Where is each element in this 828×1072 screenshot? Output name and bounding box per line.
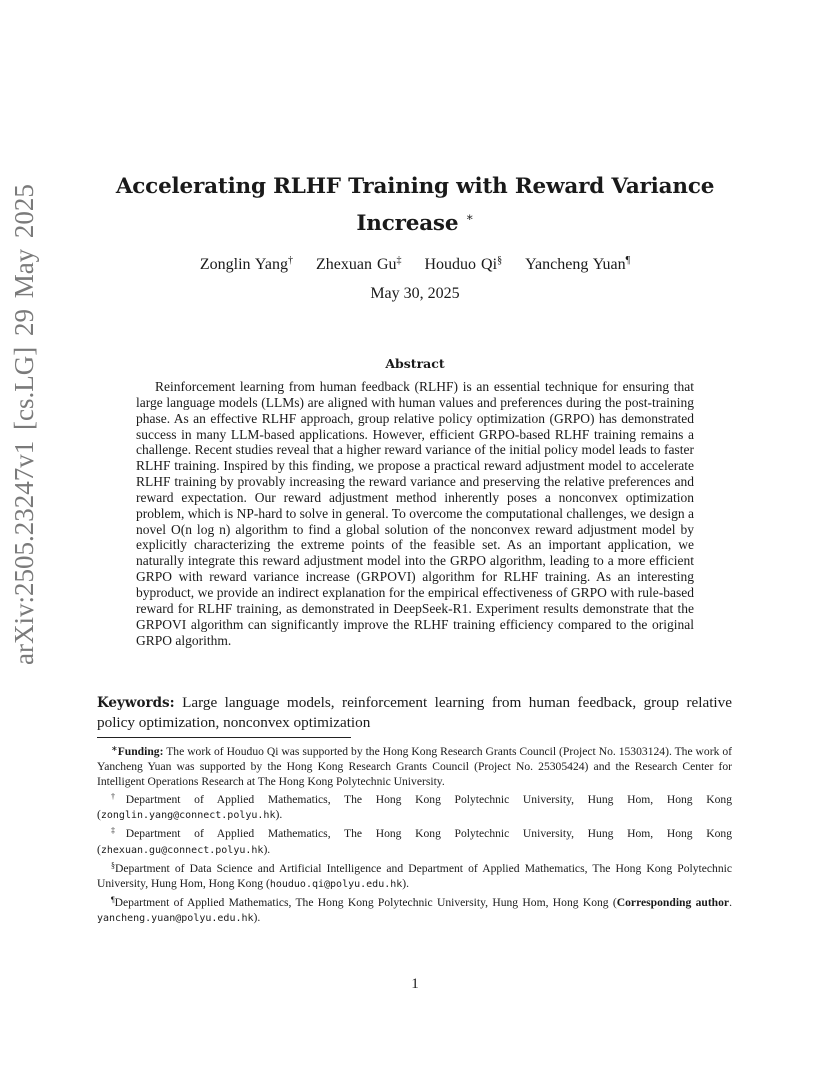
author-name: Zhexuan Gu bbox=[315, 256, 397, 273]
arxiv-identifier-stamp: arXiv:2505.23247v1 [cs.LG] 29 May 2025 bbox=[9, 184, 39, 665]
author-email: yancheng.yuan@polyu.edu.hk bbox=[97, 912, 254, 924]
page-number: 1 bbox=[411, 976, 419, 992]
footnote-affiliation-text: Department of Applied Mathematics, The Hong Kong Polytechnic University, Hung Hom, Hong Kong ( bbox=[97, 827, 733, 856]
author bbox=[425, 256, 503, 273]
author-affiliation-mark: ¶ bbox=[625, 255, 631, 266]
author-email: houduo.qi@polyu.edu.hk bbox=[269, 878, 403, 890]
author-name: Zonglin Yang bbox=[199, 256, 288, 273]
author-name: Yancheng Yuan bbox=[525, 256, 626, 273]
footnote-mark: § bbox=[111, 860, 115, 870]
footnote-funding bbox=[97, 741, 732, 789]
author-email: zonglin.yang@connect.polyu.hk bbox=[100, 810, 276, 822]
abstract-body: Reinforcement learning from human feedback (RLHF) is an essential technique for ensuring that large language models (LLMs) are aligned with human values and preferences during the post-training phase. As an effective RLHF approach, group relative policy optimization (GRPO) has demonstrated success in many LLM-based applications. However, efficient GRPO-based RLHF training remains a challenge. Recent studies reveal that a higher reward variance of the initial policy model leads to faster RLHF training. Inspired by this finding, we propose a practical reward adjustment model to accelerate RLHF training by provably increasing the reward variance and preserving the relative preferences and reward expectation. Our reward adjustment method inherently poses a nonconvex optimization problem, which is NP-hard to solve in general. To overcome the computational challenges, we design a novel O(n log n) algorithm to find a global solution of the nonconvex reward adjustment model by explicitly characterizing the extreme points of the feasible set. As an important application, we naturally integrate this reward adjustment model into the GRPO algorithm, leading to a more efficient GRPO with reward variance increase (GRPOVI) algorithm for RLHF training. As an interesting byproduct, we provide an indirect explanation for the empirical effectiveness of GRPO with rule-based reward for RLHF training, as demonstrated in DeepSeek-R1. Experiment results demonstrate that the GRPOVI algorithm can significantly improve the RLHF training efficiency compared to the original GRPO algorithm. bbox=[136, 379, 694, 648]
footnote-end: ). bbox=[275, 808, 283, 822]
footnote-affiliation bbox=[97, 892, 732, 926]
footnote-affiliation bbox=[97, 789, 732, 823]
author-name: Houduo Qi bbox=[424, 256, 498, 273]
abstract-heading: Abstract bbox=[385, 356, 445, 371]
footnote-funding-label: Funding: bbox=[117, 745, 164, 758]
corresponding-author-label: Corresponding author bbox=[616, 895, 730, 909]
footnote-mark: ∗ bbox=[111, 744, 118, 753]
author bbox=[200, 256, 293, 273]
keywords-label: Keywords: bbox=[97, 695, 175, 711]
footnote-end: ). bbox=[263, 842, 271, 856]
footnote-separator: . bbox=[729, 895, 732, 909]
footnote-affiliation bbox=[97, 858, 732, 892]
publication-date: May 30, 2025 bbox=[370, 285, 460, 302]
author-affiliation-mark: ‡ bbox=[396, 255, 402, 266]
footnote-end: ). bbox=[253, 910, 261, 924]
footnote-affiliation bbox=[97, 823, 732, 857]
title-footnote-mark: ∗ bbox=[465, 210, 474, 224]
author-affiliation-mark: † bbox=[287, 255, 293, 266]
footnote-mark: ‡ bbox=[111, 826, 126, 836]
footnote-mark: † bbox=[111, 792, 126, 802]
footnote-mark: ¶ bbox=[111, 894, 115, 904]
title-line-1: Accelerating RLHF Training with Reward Variance bbox=[115, 174, 715, 199]
footnote-funding-text: The work of Houduo Qi was supported by the Hong Kong Research Grants Council (Project No. 15303124). The work of Yancheng Yuan was supported by the Hong Kong Research Grants Council (Project No. 25305424) and the Research Center for Intelligent Operations Research at The Hong Kong Polytechnic University. bbox=[97, 745, 732, 789]
footnote-end: ). bbox=[402, 876, 410, 890]
footnote-affiliation-text: Department of Applied Mathematics, The Hong Kong Polytechnic University, Hung Hom, Hong Kong ( bbox=[114, 895, 617, 909]
footnotes bbox=[97, 741, 732, 926]
author-list bbox=[100, 251, 730, 275]
footnote-divider bbox=[97, 737, 351, 738]
paper-title bbox=[100, 172, 730, 239]
footnote-affiliation-text: Department of Applied Mathematics, The Hong Kong Polytechnic University, Hung Hom, Hong Kong ( bbox=[97, 793, 733, 822]
title-line-2: Increase bbox=[356, 211, 459, 236]
author-affiliation-mark: § bbox=[497, 255, 503, 266]
footnote-affiliation-text: Department of Data Science and Artificial Intelligence and Department of Applied Mathematics, The Hong Kong Polytechnic University, Hung Hom, Hong Kong ( bbox=[97, 861, 732, 890]
keywords bbox=[97, 693, 732, 733]
keywords-text: Large language models, reinforcement learning from human feedback, group relative policy optimization, nonconvex optimization bbox=[97, 694, 732, 731]
author bbox=[525, 256, 630, 273]
author bbox=[316, 256, 402, 273]
author-email: zhexuan.gu@connect.polyu.hk bbox=[100, 844, 264, 856]
